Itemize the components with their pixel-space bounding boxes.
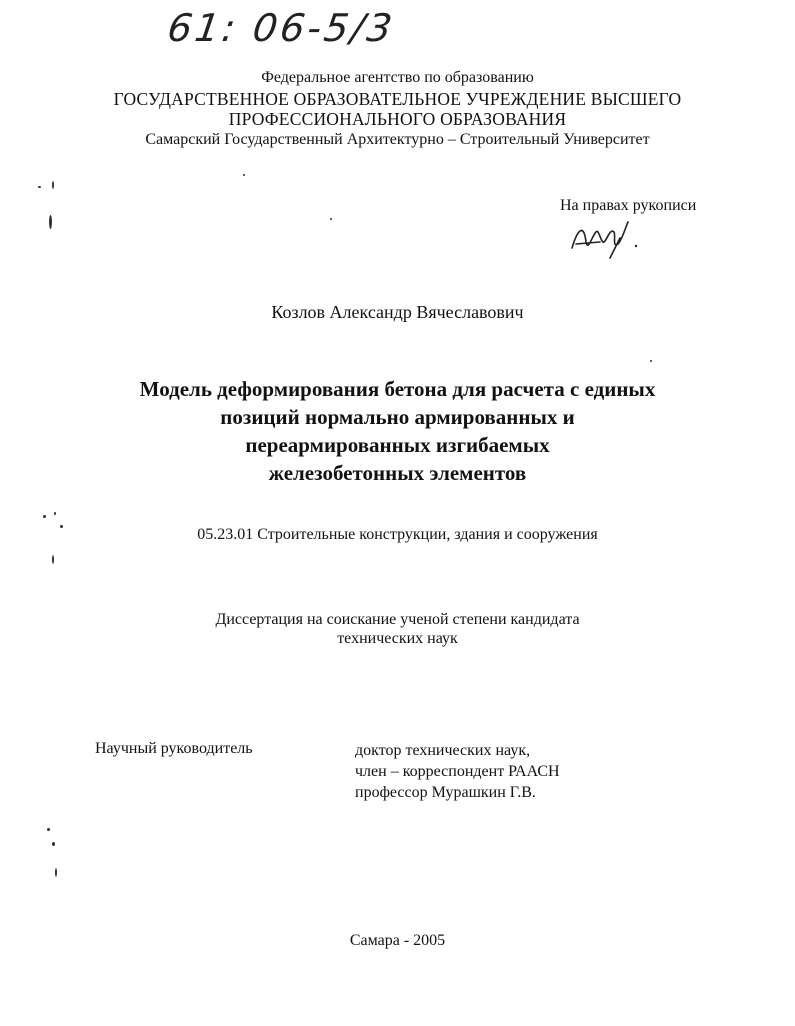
dissertation-title: [0, 375, 795, 487]
title-line: позиций нормально армированных и: [220, 405, 575, 429]
author-signature: [566, 218, 646, 260]
city-year: Самара - 2005: [349, 932, 446, 949]
title-line: Модель деформирования бетона для расчета с единых: [139, 377, 656, 401]
degree-line-2: технических наук: [337, 630, 458, 647]
supervisor-name: профессор Мурашкин Г.В.: [355, 784, 536, 801]
manuscript-rights-note: На правах рукописи: [560, 197, 697, 214]
supervisor-label: Научный руководитель: [95, 740, 253, 757]
author-name: Козлов Александр Вячеславович: [271, 302, 524, 322]
specialty-code: 05.23.01 Строительные конструкции, здания и сооружения: [197, 526, 598, 543]
institution-line-1: ГОСУДАРСТВЕННОЕ ОБРАЗОВАТЕЛЬНОЕ УЧРЕЖДЕНИЕ ВЫСШЕГО: [113, 89, 682, 109]
supervisor-details: [355, 740, 560, 803]
dissertation-degree: [0, 610, 795, 648]
supervisor-degree: доктор технических наук,: [355, 742, 531, 759]
university-name: Самарский Государственный Архитектурно – Строительный Университет: [145, 131, 650, 148]
handwritten-archive-number: 61: 06-5/3: [164, 6, 398, 50]
title-line: переармированных изгибаемых: [245, 433, 550, 457]
supervisor-title: член – корреспондент РААСН: [355, 763, 560, 780]
degree-line-1: Диссертация на соискание ученой степени кандидата: [215, 611, 580, 628]
agency-name: Федеральное агентство по образованию: [261, 69, 534, 86]
title-line: железобетонных элементов: [268, 461, 527, 485]
institution-line-2: ПРОФЕССИОНАЛЬНОГО ОБРАЗОВАНИЯ: [228, 109, 567, 129]
